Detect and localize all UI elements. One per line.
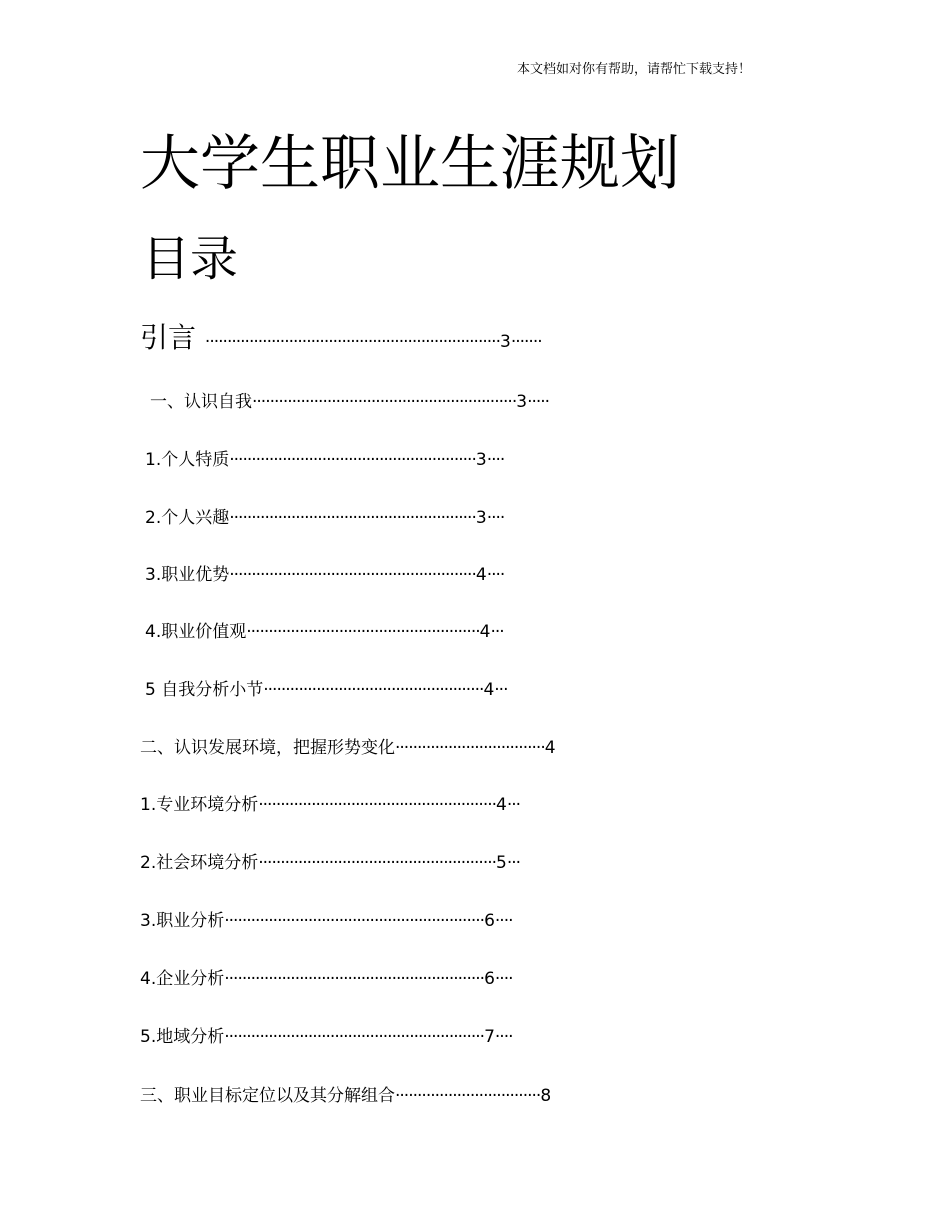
toc-trail: ···· xyxy=(494,1027,513,1047)
toc-leader: ·················································· xyxy=(263,680,484,700)
toc-entry[interactable] xyxy=(140,1026,513,1048)
toc-trail: ··· xyxy=(494,680,508,700)
toc-page: 4 xyxy=(479,622,491,642)
toc-entry[interactable] xyxy=(145,564,504,586)
toc-trail: ··· xyxy=(506,795,521,815)
toc-page: 7 xyxy=(484,1027,495,1047)
toc-label: 5.地域分析 xyxy=(140,1027,225,1047)
toc-trail: ···· xyxy=(486,450,505,470)
toc-page: 4 xyxy=(496,795,507,815)
toc-page: 6 xyxy=(484,911,495,931)
header-note: 本文档如对你有帮助，请帮忙下载支持！ xyxy=(517,62,752,77)
toc-entry[interactable] xyxy=(140,737,556,759)
toc-trail: ······· xyxy=(510,332,542,352)
toc-entry[interactable] xyxy=(140,852,520,874)
toc-leader: ··································································· xyxy=(204,332,500,352)
toc-leader: ·································· xyxy=(395,738,545,758)
toc-page: 8 xyxy=(540,1086,552,1106)
toc-page: 3 xyxy=(475,450,487,470)
toc-label: 三、职业目标定位以及其分解组合 xyxy=(140,1086,395,1106)
toc-page: 4 xyxy=(544,738,556,758)
toc-label: 二、认识发展环境，把握形势变化 xyxy=(140,738,395,758)
document-title: 大学生职业生涯规划 xyxy=(140,129,680,199)
toc-trail: ····· xyxy=(527,392,550,412)
toc-leader: ··························································· xyxy=(224,911,485,931)
toc-leader: ······················································ xyxy=(258,853,497,873)
toc-leader: ································· xyxy=(395,1086,541,1106)
toc-trail: ···· xyxy=(494,969,513,989)
toc-entry[interactable] xyxy=(140,910,513,932)
toc-trail: ···· xyxy=(494,911,513,931)
toc-label: 引言 xyxy=(140,321,197,354)
toc-leader: ························································ xyxy=(229,565,476,585)
toc-entry[interactable] xyxy=(145,507,504,529)
toc-page: 3 xyxy=(516,392,528,412)
toc-page: 4 xyxy=(475,565,487,585)
toc-entry[interactable] xyxy=(150,391,549,413)
toc-label: 2.个人兴趣 xyxy=(145,508,230,528)
toc-label: 1.个人特质 xyxy=(145,450,230,470)
toc-entry[interactable] xyxy=(140,794,520,816)
toc-entry[interactable] xyxy=(145,679,507,701)
toc-page: 3 xyxy=(475,508,487,528)
toc-entry-intro[interactable] xyxy=(140,321,542,359)
toc-trail: ··· xyxy=(490,622,504,642)
toc-entry[interactable] xyxy=(140,968,513,990)
toc-trail: ···· xyxy=(486,565,505,585)
toc-label: 1.专业环境分析 xyxy=(140,795,259,815)
toc-leader: ··························································· xyxy=(224,969,485,989)
toc-label: 2.社会环境分析 xyxy=(140,853,259,873)
toc-leader: ····················································· xyxy=(246,622,480,642)
toc-page: 6 xyxy=(484,969,495,989)
toc-leader: ························································ xyxy=(229,450,476,470)
toc-label: 3.职业优势 xyxy=(145,565,230,585)
toc-entry[interactable] xyxy=(140,1085,551,1107)
toc-leader: ···························································· xyxy=(252,392,517,412)
toc-trail: ···· xyxy=(486,508,505,528)
toc-label: 4.职业价值观 xyxy=(145,622,247,642)
toc-title: 目录 xyxy=(142,231,239,287)
toc-leader: ························································ xyxy=(229,508,476,528)
toc-leader: ······················································ xyxy=(258,795,497,815)
toc-page: 5 xyxy=(496,853,507,873)
toc-label: 一、认识自我 xyxy=(150,392,252,412)
toc-entry[interactable] xyxy=(145,449,504,471)
toc-page: 4 xyxy=(483,680,495,700)
toc-label: 5 自我分析小节 xyxy=(145,680,264,700)
toc-trail: ··· xyxy=(506,853,521,873)
toc-entry[interactable] xyxy=(145,621,504,643)
toc-page: 3 xyxy=(499,332,511,352)
toc-label: 4.企业分析 xyxy=(140,969,225,989)
toc-leader: ··························································· xyxy=(224,1027,485,1047)
toc-label: 3.职业分析 xyxy=(140,911,225,931)
